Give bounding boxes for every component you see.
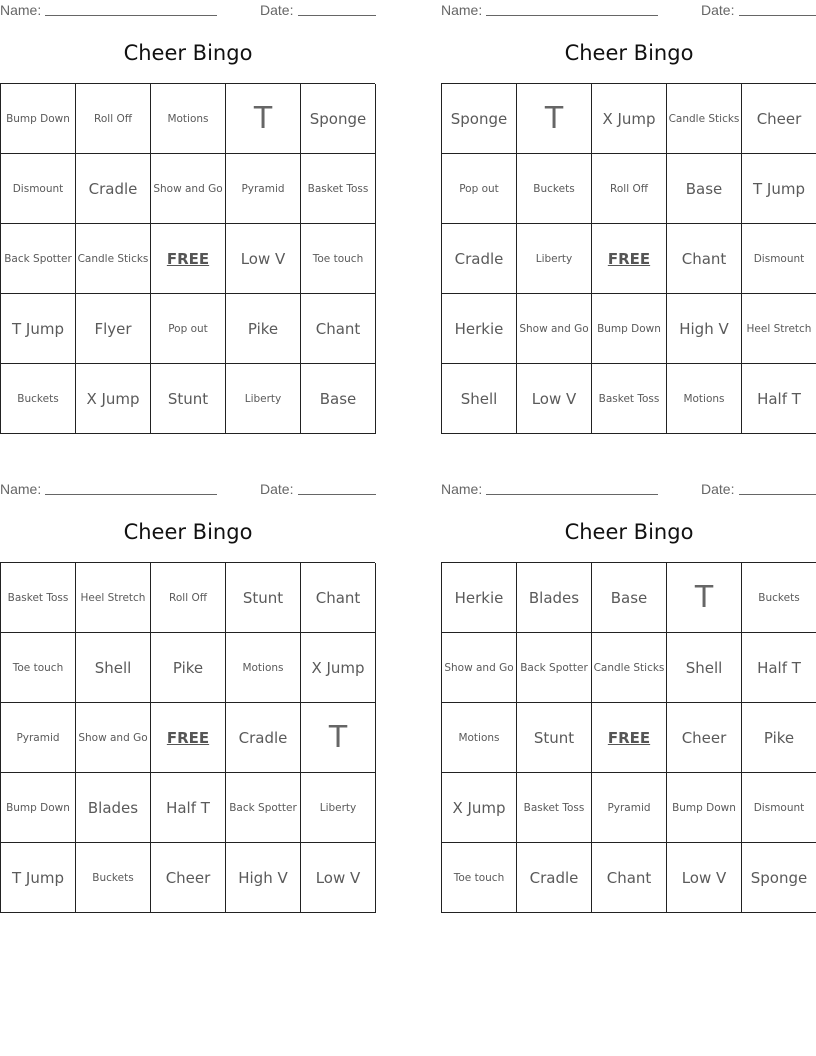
bingo-cell: Low V — [667, 843, 742, 913]
bingo-cell: Sponge — [742, 843, 816, 913]
bingo-cell: Stunt — [517, 703, 592, 773]
bingo-cell: High V — [226, 843, 301, 913]
bingo-cell: T — [667, 563, 742, 633]
bingo-cell: Chant — [301, 563, 376, 633]
card-header — [0, 2, 376, 20]
bingo-cell: Toe touch — [301, 224, 376, 294]
bingo-cell: Liberty — [301, 773, 376, 843]
bingo-cell: Cheer — [667, 703, 742, 773]
name-label: Name: — [441, 2, 483, 18]
bingo-cell: Back Spotter — [1, 224, 76, 294]
bingo-cell: Low V — [301, 843, 376, 913]
card-title: Cheer Bingo — [564, 520, 694, 544]
bingo-cell: Motions — [226, 633, 301, 703]
bingo-grid — [0, 83, 375, 434]
bingo-cell: T Jump — [742, 154, 816, 224]
bingo-grid — [0, 562, 375, 913]
bingo-cell: Heel Stretch — [742, 294, 816, 364]
bingo-cell: Basket Toss — [517, 773, 592, 843]
name-line — [45, 15, 217, 16]
date-label: Date: — [701, 2, 735, 18]
bingo-cell: Candle Sticks — [667, 84, 742, 154]
bingo-cell: Stunt — [151, 364, 226, 434]
bingo-cell: Half T — [742, 364, 816, 434]
card-header — [0, 481, 376, 499]
bingo-cell: Toe touch — [442, 843, 517, 913]
bingo-cell: Candle Sticks — [592, 633, 667, 703]
bingo-cell: Low V — [226, 224, 301, 294]
bingo-cell: X Jump — [301, 633, 376, 703]
card-title: Cheer Bingo — [123, 41, 253, 65]
bingo-cell: Bump Down — [667, 773, 742, 843]
bingo-cell: T Jump — [1, 843, 76, 913]
name-label: Name: — [0, 2, 42, 18]
bingo-cell: Cradle — [226, 703, 301, 773]
card-title: Cheer Bingo — [123, 520, 253, 544]
bingo-grid — [441, 562, 816, 913]
bingo-cell: Show and Go — [442, 633, 517, 703]
bingo-card — [441, 0, 816, 440]
bingo-cell: Heel Stretch — [76, 563, 151, 633]
bingo-cell: Blades — [517, 563, 592, 633]
bingo-cell: Motions — [442, 703, 517, 773]
free-space-cell: FREE — [151, 703, 226, 773]
bingo-cell: Base — [592, 563, 667, 633]
bingo-cell: Liberty — [226, 364, 301, 434]
bingo-cell: Cradle — [76, 154, 151, 224]
bingo-cell: Liberty — [517, 224, 592, 294]
bingo-cell: Dismount — [742, 224, 816, 294]
bingo-cell: Basket Toss — [301, 154, 376, 224]
bingo-cell: Buckets — [517, 154, 592, 224]
bingo-cell: X Jump — [76, 364, 151, 434]
free-space-cell: FREE — [592, 703, 667, 773]
bingo-cell: Cheer — [742, 84, 816, 154]
bingo-card — [0, 0, 376, 440]
card-header — [441, 481, 816, 499]
name-label: Name: — [441, 481, 483, 497]
date-line — [298, 15, 376, 16]
bingo-cell: X Jump — [592, 84, 667, 154]
bingo-cell: Roll Off — [592, 154, 667, 224]
bingo-cell: Cradle — [442, 224, 517, 294]
bingo-cell: T — [301, 703, 376, 773]
bingo-cell: Show and Go — [151, 154, 226, 224]
bingo-cell: Back Spotter — [517, 633, 592, 703]
bingo-cell: Herkie — [442, 294, 517, 364]
bingo-cell: Roll Off — [76, 84, 151, 154]
bingo-cell: Cradle — [517, 843, 592, 913]
card-title: Cheer Bingo — [564, 41, 694, 65]
bingo-cell: Dismount — [1, 154, 76, 224]
bingo-cell: Base — [667, 154, 742, 224]
bingo-cell: Toe touch — [1, 633, 76, 703]
bingo-cell: Buckets — [742, 563, 816, 633]
bingo-cell: Sponge — [301, 84, 376, 154]
bingo-cell: Roll Off — [151, 563, 226, 633]
bingo-cell: Cheer — [151, 843, 226, 913]
card-header — [441, 2, 816, 20]
bingo-cell: Pike — [226, 294, 301, 364]
name-line — [486, 15, 658, 16]
free-space-cell: FREE — [592, 224, 667, 294]
date-line — [739, 494, 816, 495]
bingo-cell: Shell — [442, 364, 517, 434]
date-line — [739, 15, 816, 16]
bingo-cell: Candle Sticks — [76, 224, 151, 294]
date-label: Date: — [260, 481, 294, 497]
bingo-cell: T — [517, 84, 592, 154]
bingo-cell: Basket Toss — [592, 364, 667, 434]
bingo-cell: Bump Down — [592, 294, 667, 364]
bingo-cell: X Jump — [442, 773, 517, 843]
bingo-cell: Bump Down — [1, 773, 76, 843]
bingo-cell: Chant — [667, 224, 742, 294]
bingo-grid — [441, 83, 816, 434]
bingo-cell: Motions — [151, 84, 226, 154]
bingo-cell: Buckets — [1, 364, 76, 434]
bingo-cell: Base — [301, 364, 376, 434]
bingo-cell: Buckets — [76, 843, 151, 913]
free-space-cell: FREE — [151, 224, 226, 294]
bingo-cell: Show and Go — [76, 703, 151, 773]
bingo-cell: Pike — [742, 703, 816, 773]
bingo-cell: Pop out — [151, 294, 226, 364]
bingo-cell: Chant — [592, 843, 667, 913]
bingo-cell: T — [226, 84, 301, 154]
bingo-cell: Pyramid — [1, 703, 76, 773]
bingo-card — [441, 479, 816, 919]
date-label: Date: — [701, 481, 735, 497]
bingo-card — [0, 479, 376, 919]
name-label: Name: — [0, 481, 42, 497]
bingo-cell: Shell — [76, 633, 151, 703]
bingo-cell: Half T — [151, 773, 226, 843]
bingo-cell: Pyramid — [226, 154, 301, 224]
bingo-cell: Half T — [742, 633, 816, 703]
bingo-cell: Pike — [151, 633, 226, 703]
bingo-cell: Motions — [667, 364, 742, 434]
bingo-cell: T Jump — [1, 294, 76, 364]
name-line — [486, 494, 658, 495]
date-label: Date: — [260, 2, 294, 18]
bingo-cell: Bump Down — [1, 84, 76, 154]
bingo-cell: Back Spotter — [226, 773, 301, 843]
bingo-cell: Shell — [667, 633, 742, 703]
bingo-cell: Blades — [76, 773, 151, 843]
bingo-cell: Dismount — [742, 773, 816, 843]
date-line — [298, 494, 376, 495]
bingo-cell: Flyer — [76, 294, 151, 364]
bingo-cell: Stunt — [226, 563, 301, 633]
bingo-cell: High V — [667, 294, 742, 364]
bingo-cell: Show and Go — [517, 294, 592, 364]
name-line — [45, 494, 217, 495]
bingo-cell: Pop out — [442, 154, 517, 224]
bingo-cell: Basket Toss — [1, 563, 76, 633]
bingo-cell: Sponge — [442, 84, 517, 154]
bingo-cell: Low V — [517, 364, 592, 434]
bingo-cell: Pyramid — [592, 773, 667, 843]
bingo-cell: Herkie — [442, 563, 517, 633]
bingo-cell: Chant — [301, 294, 376, 364]
